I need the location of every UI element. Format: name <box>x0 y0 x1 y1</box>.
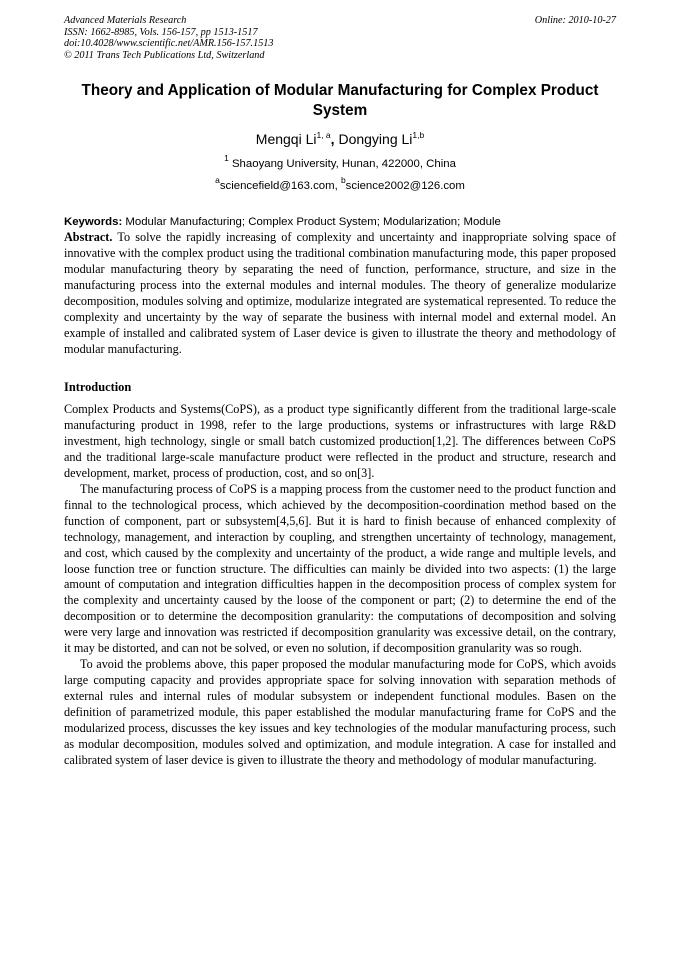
email-marker: b <box>340 175 346 185</box>
email-marker: a <box>215 175 220 185</box>
body-paragraph: The manufacturing process of CoPS is a mapping process from the customer need to the product function and finnal to the technological process, which achieved by the decomposition-coordination method based on the function of component, part or subsystem[4,5,6]. But it is hard to finish because of enhanced complexity of technology, management, and interaction by coupling, and strengthen uncertainty of technology, management, and cost, which caused by the complexity and uncertainty of the product, a wide range and multiple levels, and loose function tree or function structure. The difficulties can mainly be divided into two aspects: (1) the large amount of computation and integration difficulties happen in the decomposition process of complex system for the complexity and uncertainty caused by the loose of the component or part; (2) to determine the end of the decomposition or to determine the decomposition granularity: the computations of decomposition and solving were very large and innovation was restricted if decomposition granularity was excessive detail, on the contrary, it may be distorted, and can not be solved, or even no solution, if decomposition granularity was so rough. <box>64 481 616 656</box>
keywords-text: Modular Manufacturing; Complex Product System; Modularization; Module <box>122 216 501 228</box>
journal-header <box>64 15 616 61</box>
paper-title: Theory and Application of Modular Manufacturing for Complex Product System <box>81 82 599 119</box>
body-paragraph: To avoid the problems above, this paper proposed the modular manufacturing mode for CoPS, which avoids large computing capacity and provides appropriate space for solving innovation with separation methods of external rules and internal rules of modular subsystem or independent functional modules. Basen on the definition of parametrized module, this paper established the modular manufacturing frame for CoPS and the modularized process, discusses the key issues and key technologies of the modular manufacturing process, such as modular decomposition, modules solved and optimization, and module integration. A case for installed and calibrated system of laser device is given to illustrate the theory and methodology of modular manufacturing. <box>64 657 616 767</box>
journal-name: Advanced Materials Research <box>64 15 187 26</box>
copyright-line: © 2011 Trans Tech Publications Ltd, Switzerland <box>64 49 265 61</box>
email-address: sciencefield@163.com, <box>219 180 341 192</box>
online-date: Online: 2010-10-27 <box>534 15 616 26</box>
email-line <box>64 175 616 193</box>
author-affiliation-marker: 1,b <box>412 130 425 140</box>
author-name: Mengqi Li <box>255 131 317 147</box>
affiliation-marker: 1 <box>224 153 229 163</box>
author-name: Dongying Li <box>338 131 413 147</box>
affiliation-text: Shaoyang University, Hunan, 422000, China <box>228 158 456 170</box>
abstract-paragraph <box>64 229 616 357</box>
keywords-line <box>64 215 616 229</box>
section-heading: Introduction <box>64 380 132 394</box>
issn-line: ISSN: 1662-8985, Vols. 156-157, pp 1513-1517 <box>64 26 258 38</box>
author-line <box>64 130 616 148</box>
author-separator: , <box>330 131 339 147</box>
introduction-body <box>64 402 616 769</box>
body-paragraph: Complex Products and Systems(CoPS), as a product type significantly different from the traditional large-scale manufacturing product in 1998, refer to the large productions, systems or infrastructures with large R&D investment, high technology, single or small batch customized production[1,2]. The differences between CoPS and the traditional large-scale manufacture product were reflected in the product and structure, research and development, market, process of production, cost, and so on[3]. <box>64 402 616 480</box>
keywords-label: Keywords: <box>64 216 123 228</box>
email-address: science2002@126.com <box>345 180 465 192</box>
author-affiliation-marker: 1, a <box>316 130 331 140</box>
affiliation-line <box>64 153 616 171</box>
doi-line: doi:10.4028/www.scientific.net/AMR.156-157.1513 <box>64 38 274 50</box>
abstract-text: To solve the rapidly increasing of complexity and uncertainty and inappropriate solving space of innovative with the complex product using the traditional combination manufacturing mode, this paper proposed modular manufacturing theory by separating the need of function, performance, structure, and size in the manufacturing process into the external modules and internal modules. The theory of generalize modularize decomposition, modules solving and optimize, modularize integrated are systematical represented. To reduce the complexity and uncertainty by the way of separate the business with internal model and external model. An example of installed and calibrated system of Laser device is given to illustrate the theory and methodology of modular manufacturing. <box>64 230 616 356</box>
abstract-label: Abstract. <box>64 230 113 244</box>
